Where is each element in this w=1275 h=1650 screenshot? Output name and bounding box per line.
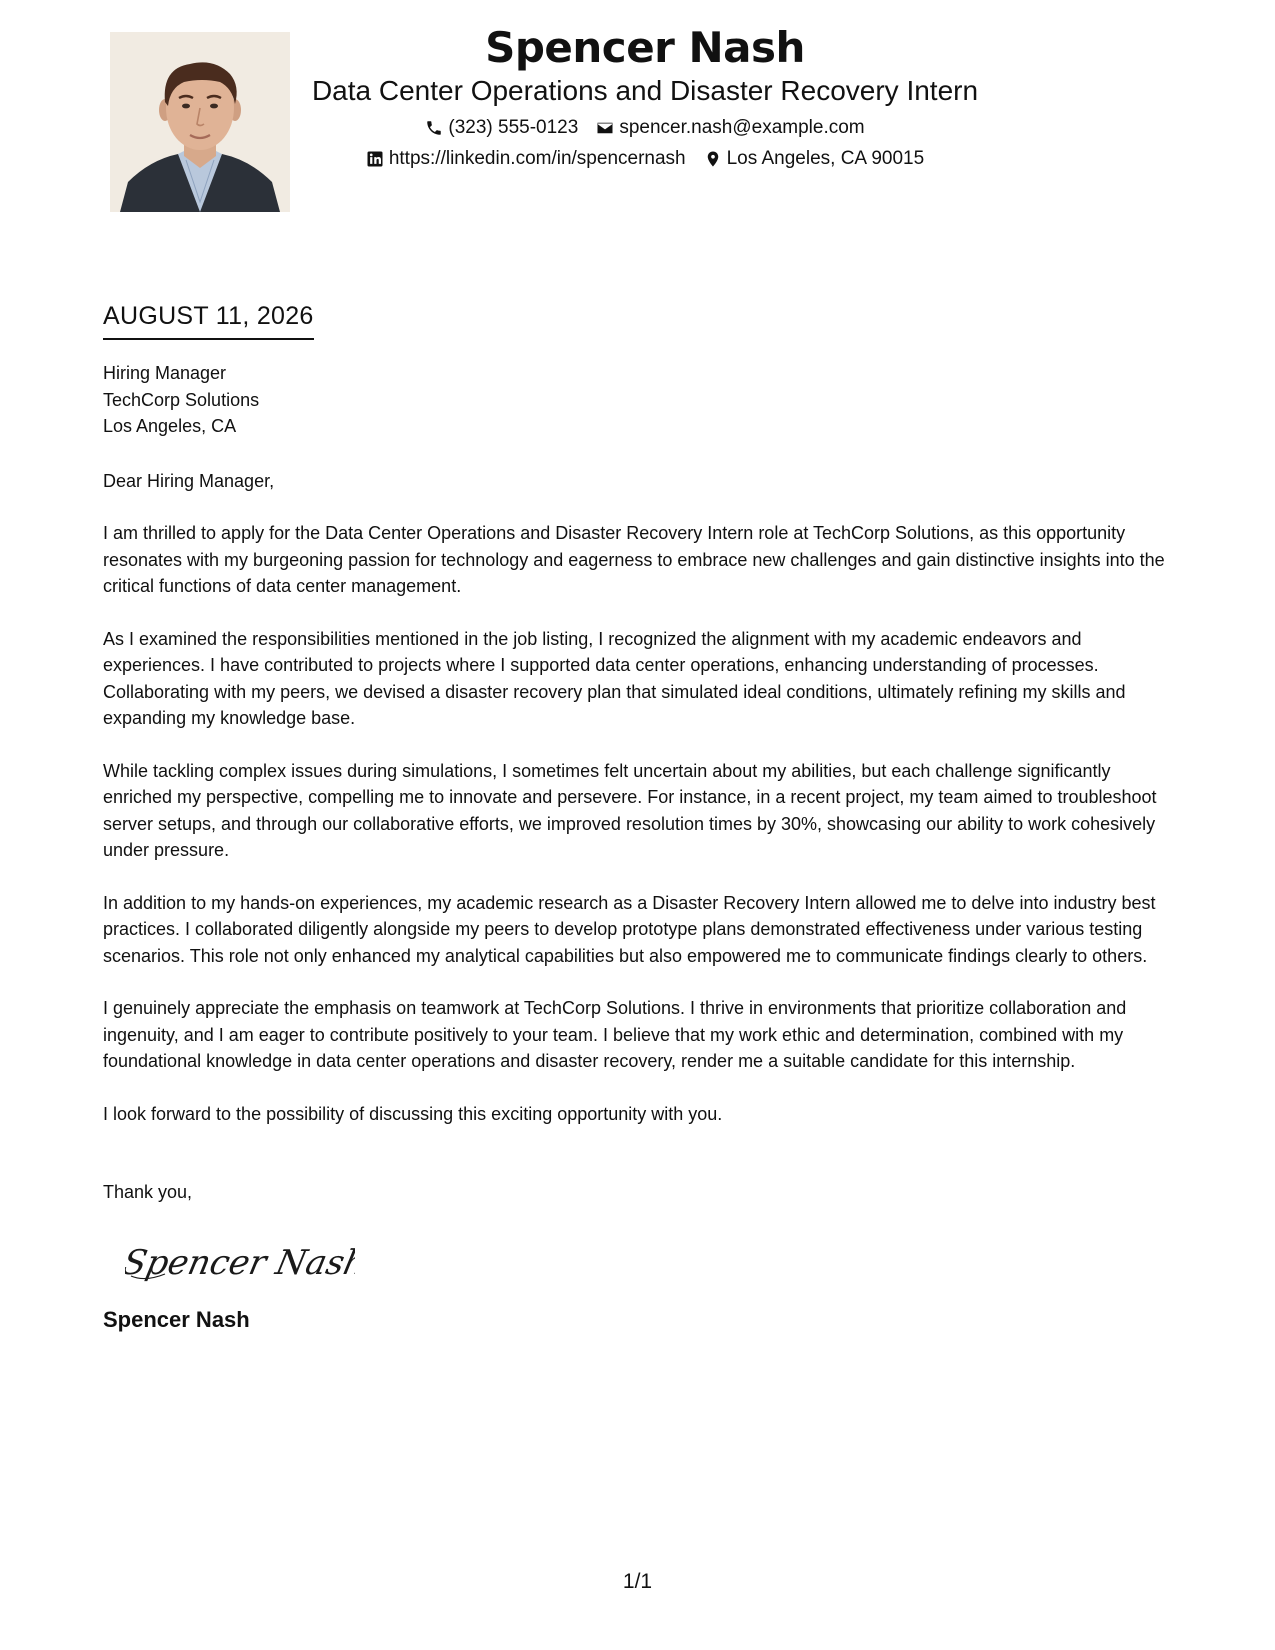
location-text: Los Angeles, CA 90015 [726, 148, 925, 169]
applicant-title: Data Center Operations and Disaster Recovery Intern [311, 75, 979, 106]
contact-row-secondary [300, 147, 990, 171]
paragraph: I am thrilled to apply for the Data Center Operations and Disaster Recovery Intern role at TechCorp Solutions, as this opportunity resonates with my burgeoning passion for technology and eagerness to embrace new challenges and gain distinctive insights into the critical functions of data center management. [103, 523, 1165, 596]
signer-name: Spencer Nash [103, 1306, 250, 1332]
recipient-line: Los Angeles, CA [103, 416, 237, 436]
phone-icon [425, 119, 443, 137]
recipient-line: Hiring Manager [103, 363, 227, 383]
recipient-block [103, 360, 1173, 440]
letter-body [103, 360, 1173, 1334]
letter-date: AUGUST 11, 2026 [103, 300, 314, 340]
paragraph: I look forward to the possibility of discussing this exciting opportunity with you. [103, 1103, 723, 1124]
linkedin-url[interactable]: https://linkedin.com/in/spencernash [388, 148, 686, 169]
portrait-image [110, 32, 290, 212]
closing: Thank you, [103, 1182, 193, 1202]
paragraph: In addition to my hands-on experiences, my academic research as a Disaster Recovery Intern allowed me to delve into industry best practices. I collaborated diligently alongside my peers to develop prototype plans demonstrated effectiveness under various testing scenarios. This role not only enhanced my analytical capabilities but also empowered me to communicate findings clearly to others. [103, 892, 1156, 966]
contact-location [704, 147, 925, 171]
contact-phone [425, 116, 578, 140]
linkedin-icon [366, 150, 384, 168]
salutation: Dear Hiring Manager, [103, 470, 275, 491]
phone-number: (323) 555-0123 [448, 117, 579, 138]
page-number: 1/1 [622, 1570, 653, 1593]
map-pin-icon [704, 150, 722, 168]
contact-linkedin[interactable] [366, 147, 686, 171]
signature-glyphs: Spencer Nash [125, 1242, 355, 1283]
applicant-name: Spencer Nash [485, 23, 805, 72]
signature-image [125, 1236, 355, 1286]
envelope-icon [596, 119, 614, 137]
paragraph: I genuinely appreciate the emphasis on teamwork at TechCorp Solutions. I thrive in environments that prioritize collaboration and ingenuity, and I am eager to contribute positively to your team. I believe that my work ethic and determination, combined with my foundational knowledge in data center operations and disaster recovery, render me a suitable candidate for this internship. [103, 998, 1127, 1071]
letter-header [300, 22, 990, 171]
contact-email[interactable] [596, 116, 864, 140]
recipient-line: TechCorp Solutions [103, 389, 260, 410]
date-block [103, 300, 314, 340]
email-address[interactable]: spencer.nash@example.com [619, 117, 865, 138]
profile-photo [110, 32, 290, 212]
paragraph: While tackling complex issues during simulations, I sometimes felt uncertain about my abilities, but each challenge significantly enriched my perspective, compelling me to innovate and persevere. For instance, in a recent project, my team aimed to troubleshoot server setups, and through our collaborative efforts, we improved resolution times by 30%, showcasing our ability to work cohesively under pressure. [103, 760, 1157, 860]
contact-row-primary [300, 116, 990, 140]
handwritten-signature [125, 1236, 355, 1286]
paragraph: As I examined the responsibilities mentioned in the job listing, I recognized the alignment with my academic endeavors and experiences. I have contributed to projects where I supported data center operations, enhancing understanding of processes. Collaborating with my peers, we devised a disaster recovery plan that simulated ideal conditions, ultimately refining my skills and expanding my knowledge base. [103, 628, 1126, 728]
